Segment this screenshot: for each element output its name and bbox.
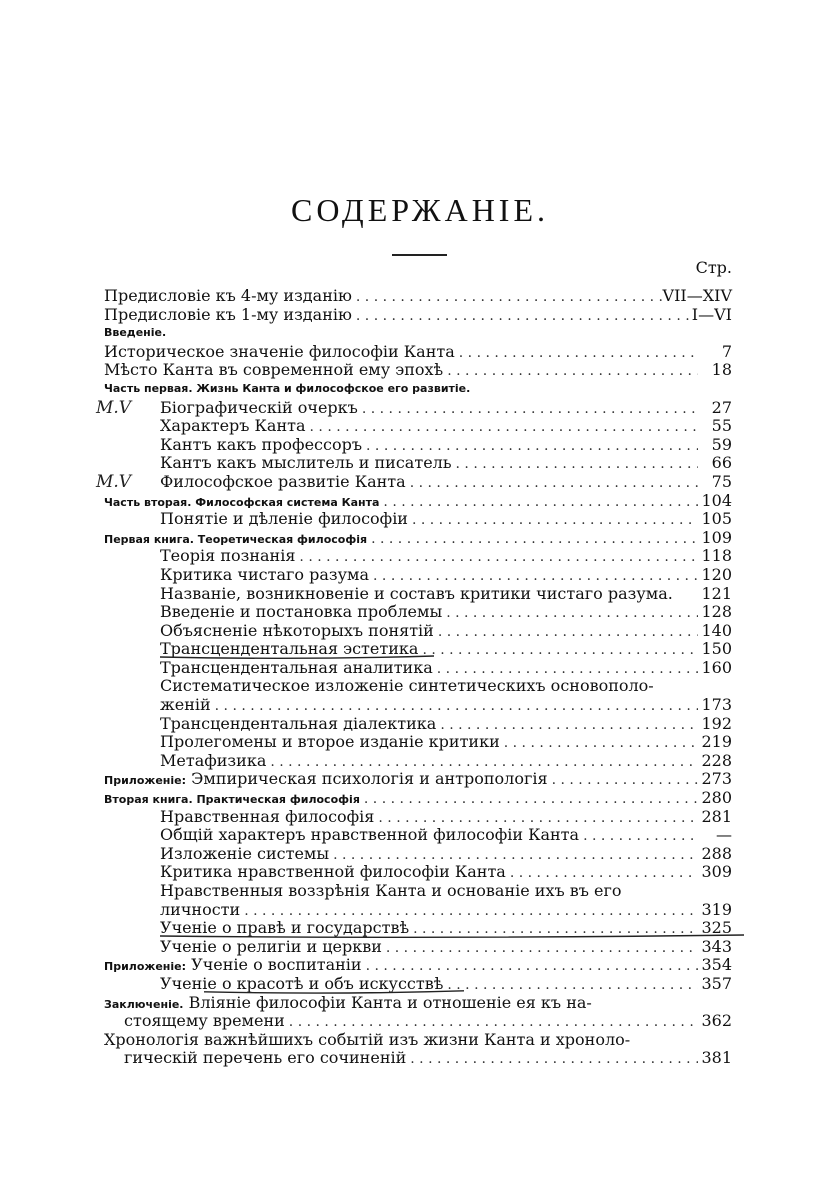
toc-entry (104, 994, 732, 1013)
toc-entry-title (124, 1012, 285, 1031)
toc-entry (104, 566, 732, 585)
toc-entry-text-continued: Эмпирическая психологія и антропологія (186, 769, 548, 789)
toc-entry (104, 399, 732, 418)
toc-entry-title (160, 901, 240, 920)
handwritten-margin-note: M.V (96, 397, 132, 418)
toc-entry (104, 659, 732, 678)
dot-leader (452, 455, 698, 474)
toc-entry (104, 733, 732, 752)
toc-entry-text: Изложеніе системы (160, 843, 330, 863)
toc-entry-text: Первая книга. Теоретическая философія (104, 532, 368, 546)
toc-entry (104, 529, 732, 548)
toc-entry-page: 27 (711, 397, 732, 417)
toc-entry (104, 603, 732, 622)
toc-entry (104, 770, 732, 789)
toc-entry-text: Общій характеръ нравственной философіи Канта (160, 825, 580, 845)
toc-entry-text: Часть первая. Жизнь Канта и философское его развитіе. (104, 381, 471, 395)
toc-entry-title (160, 715, 436, 734)
toc-entry-page: 309 (701, 862, 732, 882)
toc-entry-text: Заключеніе. (104, 997, 184, 1011)
dot-leader (548, 771, 698, 790)
toc-entry-page: 319 (701, 899, 732, 919)
toc-entry-text: Часть вторая. Философская система Канта (104, 495, 380, 509)
toc-entry (104, 547, 732, 566)
toc-entry (104, 789, 732, 808)
table-of-contents (96, 286, 732, 1068)
toc-entry-title (160, 808, 374, 827)
toc-entry-text: Кантъ какъ профессоръ (160, 434, 363, 454)
dot-leader (434, 623, 698, 642)
toc-entry (104, 845, 732, 864)
toc-entry (104, 324, 732, 343)
toc-entry-title (160, 417, 306, 436)
toc-entry-page: 55 (711, 416, 732, 436)
toc-entry-text: Трансцендентальная аналитика (160, 657, 433, 677)
dot-leader (306, 418, 698, 437)
toc-entry-page: 128 (701, 602, 732, 622)
dot-leader (360, 790, 698, 809)
toc-entry-text: Предисловіе къ 4-му изданію (104, 286, 352, 305)
toc-entry-text: Критика чистаго разума (160, 564, 370, 584)
toc-entry-title (104, 324, 698, 343)
toc-entry-page: 281 (701, 806, 732, 826)
toc-entry-page: 160 (701, 657, 732, 677)
toc-entry-title (160, 510, 408, 529)
toc-entry-text: Трансцендентальная діалектика (160, 713, 437, 733)
toc-entry-page: 173 (701, 695, 732, 715)
toc-entry-text: Ученіе о красотѣ и объ искусствѣ (160, 973, 444, 993)
page-column-label: Стр. (695, 258, 732, 277)
toc-entry (104, 1031, 732, 1050)
toc-entry-page: 219 (701, 732, 732, 752)
toc-entry (104, 380, 732, 399)
toc-entry-text: Вторая книга. Практическая философія (104, 793, 360, 807)
toc-entry-title (104, 343, 455, 362)
dot-leader (358, 400, 698, 419)
toc-entry-page: 104 (701, 490, 732, 510)
toc-entry (104, 361, 732, 380)
toc-entry (104, 1049, 732, 1068)
toc-entry-page: 59 (711, 434, 732, 454)
toc-entry-text: Понятіе и дѣленіе философіи (160, 509, 408, 529)
toc-entry-text-continued: Вліяніе философіи Канта и отношеніе ея къ на- (183, 992, 592, 1012)
dot-leader (579, 827, 698, 846)
toc-entry (104, 343, 732, 362)
toc-entry-page: — (716, 825, 732, 845)
toc-entry (104, 473, 732, 492)
dot-leader (408, 511, 698, 530)
toc-entry-title (160, 436, 362, 455)
toc-entry (104, 287, 732, 306)
toc-entry-title (160, 938, 382, 957)
toc-entry-title (104, 1031, 698, 1050)
dot-leader (500, 734, 698, 753)
toc-entry-text: Кантъ какъ мыслитель и писатель (160, 453, 452, 473)
toc-entry-text: женій (160, 695, 211, 715)
toc-entry (104, 938, 732, 957)
toc-entry (104, 975, 732, 994)
toc-entry-title (104, 770, 548, 791)
toc-entry-title (160, 696, 211, 715)
toc-entry-page: 75 (711, 471, 732, 491)
toc-entry-title (160, 547, 295, 566)
toc-entry (104, 919, 732, 938)
toc-entry-page: 118 (701, 546, 732, 566)
toc-entry (104, 696, 732, 715)
toc-entry-title (160, 659, 433, 678)
toc-entry-text: гическій перечень его сочиненій (124, 1048, 407, 1068)
toc-entry-title (160, 826, 579, 845)
toc-entry-title (160, 399, 358, 418)
toc-entry (104, 417, 732, 436)
dot-leader (409, 920, 698, 939)
toc-entry-page: 362 (701, 1011, 732, 1031)
toc-entry-page: 7 (721, 341, 732, 361)
toc-entry-text: Хронологія важнѣйшихъ событій изъ жизни Канта и хроноло- (104, 1029, 631, 1049)
toc-entry (104, 510, 732, 529)
toc-entry (104, 863, 732, 882)
toc-entry (104, 808, 732, 827)
toc-entry-text: Пролегомены и второе изданіе критики (160, 732, 500, 752)
toc-entry-title (160, 882, 698, 901)
toc-entry-text: Метафизика (160, 750, 267, 770)
title-rule (392, 254, 447, 256)
toc-entry (104, 826, 732, 845)
toc-entry-title (160, 603, 442, 622)
toc-entry (104, 752, 732, 771)
dot-leader (379, 493, 698, 512)
toc-entry-page: 228 (701, 750, 732, 770)
toc-entry-title (124, 1049, 406, 1068)
toc-entry-text: Введеніе. (104, 326, 167, 340)
dot-leader (406, 1050, 698, 1069)
toc-entry (104, 492, 732, 511)
toc-entry-page: 120 (701, 564, 732, 584)
dot-leader (352, 288, 663, 307)
toc-entry (104, 454, 732, 473)
toc-entry-page: 109 (701, 527, 732, 547)
toc-entry-title (104, 361, 443, 380)
toc-entry-text: Приложеніе: (104, 774, 187, 788)
toc-entry-page: 105 (701, 509, 732, 529)
toc-entry-title (160, 454, 452, 473)
toc-entry-page: 381 (701, 1048, 732, 1068)
toc-entry-title (160, 845, 329, 864)
toc-entry (104, 640, 732, 659)
toc-entry-text: Трансцендентальная эстетика (160, 639, 419, 659)
toc-entry-title (160, 863, 506, 882)
toc-entry-text: Ученіе о правѣ и государствѣ (160, 918, 410, 938)
toc-entry-text: Критика нравственной философіи Канта (160, 862, 506, 882)
toc-entry (104, 956, 732, 975)
toc-entry-page: I—VI (691, 304, 732, 324)
toc-entry-title (160, 622, 434, 641)
toc-entry-text-continued: Ученіе о воспитаніи (186, 955, 362, 975)
toc-entry-text: Предисловіе къ 1-му изданію (104, 304, 352, 324)
toc-entry-page: 192 (701, 713, 732, 733)
toc-entry-text: стоящему времени (124, 1011, 285, 1031)
toc-entry-text: Названіе, возникновеніе и составъ критики чистаго разума. (160, 583, 673, 603)
toc-entry-page: 140 (701, 620, 732, 640)
toc-entry (104, 677, 732, 696)
toc-entry-title (104, 287, 352, 306)
toc-entry-text: Введеніе и постановка проблемы (160, 602, 443, 622)
dot-leader (406, 474, 698, 493)
toc-entry-title (104, 306, 352, 325)
toc-entry-text: Мѣсто Канта въ современной ему эпохѣ (104, 360, 444, 380)
toc-entry-text: Приложеніе: (104, 960, 187, 974)
dot-leader (367, 530, 698, 549)
dot-leader (382, 939, 698, 958)
toc-entry (104, 622, 732, 641)
toc-entry-title (160, 975, 443, 994)
toc-entry (104, 306, 732, 325)
toc-entry-page: 121 (701, 583, 732, 603)
toc-entry (104, 901, 732, 920)
page-title: СОДЕРЖАНІЕ. (291, 192, 549, 228)
toc-entry-page: 357 (701, 973, 732, 993)
dot-leader (455, 344, 698, 363)
toc-entry-title (160, 919, 409, 938)
toc-entry-text: Нравственная философія (160, 806, 375, 826)
toc-entry-text: Теорія познанія (160, 546, 296, 566)
toc-entry-text: Нравственныя воззрѣнія Канта и основаніе ихъ въ его (160, 881, 622, 900)
toc-entry-page: 288 (701, 843, 732, 863)
toc-entry-text: Систематическое изложеніе синтетическихъ основополо- (160, 676, 654, 696)
toc-entry-title (160, 677, 698, 696)
toc-entry (104, 436, 732, 455)
toc-entry-page: 18 (711, 360, 732, 380)
toc-entry-title (104, 380, 698, 399)
toc-entry-page: 273 (701, 769, 732, 789)
toc-entry (104, 1012, 732, 1031)
toc-entry-title (160, 585, 698, 604)
toc-entry-page: 343 (701, 936, 732, 956)
toc-entry-page: 66 (711, 453, 732, 473)
toc-entry-text: Ученіе о религіи и церкви (160, 936, 382, 956)
toc-entry-title (160, 473, 406, 492)
dot-leader (442, 604, 698, 623)
toc-entry-text: Характеръ Канта (160, 416, 306, 436)
dot-leader (443, 362, 698, 381)
toc-entry-text: личности (160, 899, 241, 919)
toc-entry-title (160, 640, 418, 659)
toc-entry (104, 882, 732, 901)
toc-entry-text: Біографическій очеркъ (160, 397, 358, 417)
toc-entry-page: 325 (701, 918, 732, 938)
toc-entry-text: Философское развитіе Канта (160, 471, 406, 491)
toc-entry (104, 585, 732, 604)
toc-entry-page: VII—XIV (662, 286, 732, 305)
dot-leader (418, 641, 698, 660)
toc-entry-title (160, 566, 369, 585)
toc-entry-text: Историческое значеніе философіи Канта (104, 341, 455, 361)
toc-entry-page: 354 (701, 955, 732, 975)
toc-entry-title (160, 752, 266, 771)
dot-leader (352, 307, 692, 326)
toc-entry (104, 715, 732, 734)
toc-entry-page: 280 (701, 788, 732, 808)
toc-entry-page: 150 (701, 639, 732, 659)
toc-entry-title (160, 733, 500, 752)
toc-entry-text: Объясненіе нѣкоторыхъ понятій (160, 620, 434, 640)
handwritten-margin-note: M.V (96, 472, 132, 492)
